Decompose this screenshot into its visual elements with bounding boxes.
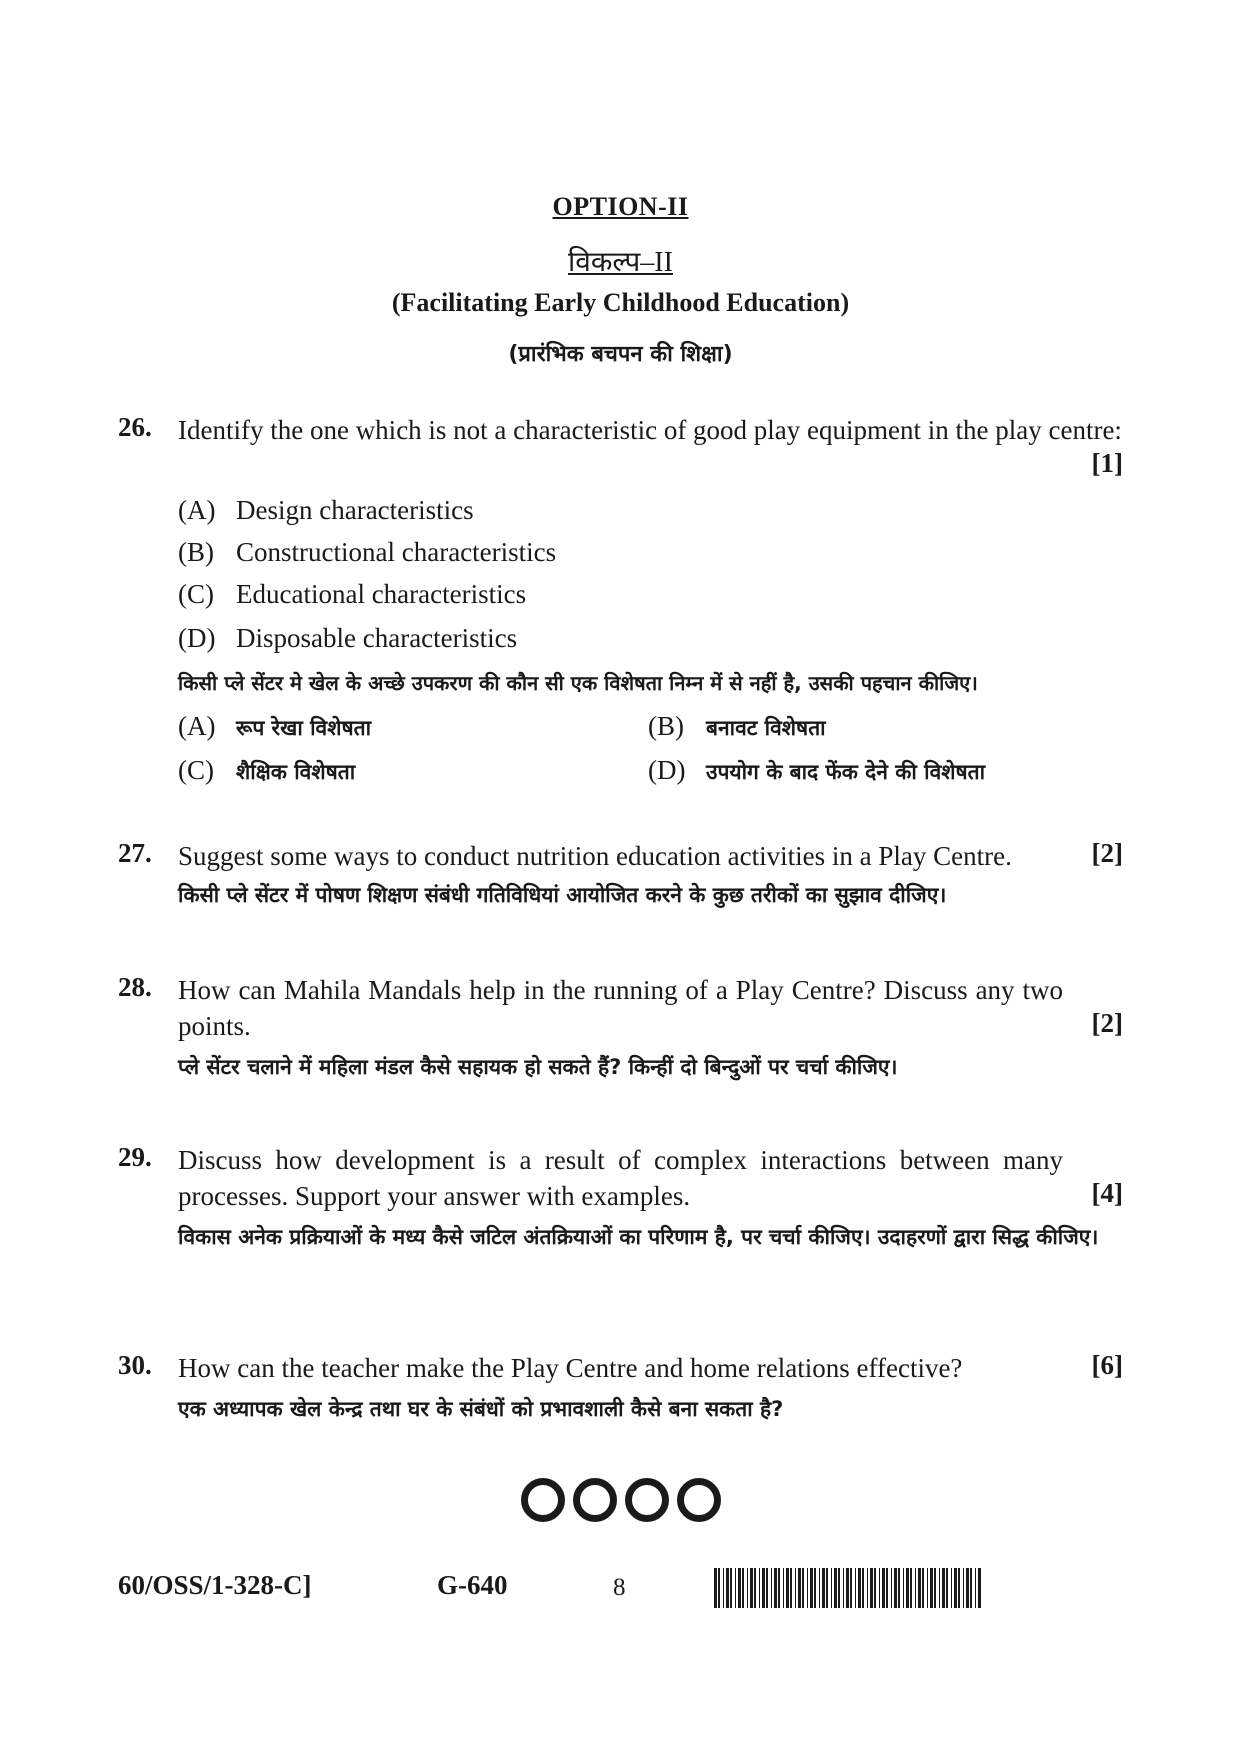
option-b: (B) Constructional characteristics [178,537,557,567]
option-heading: OPTION-II [552,192,689,221]
question-marks: [2] [1091,838,1123,868]
question-text-hindi: एक अध्यापक खेल केन्द्र तथा घर के संबंधों को प्रभावशाली कैसे बना सकता है? [178,1397,784,1421]
subject-title: (Facilitating Early Childhood Education) [391,288,850,317]
option-c-hindi: (C) शैक्षिक विशेषता [178,755,356,785]
subject-title-hindi: (प्रारंभिक बचपन की शिक्षा) [508,342,733,367]
ring-icon [573,1478,617,1522]
question-marks: [6] [1091,1350,1123,1380]
question-marks: [1] [1091,448,1123,478]
question-text: Identify the one which is not a characteristic of good play equipment in the play centre: [178,415,1122,445]
question-text: How can the teacher make the Play Centre and home relations effective? [178,1353,963,1383]
question-number: 29. [118,1142,152,1172]
paper-code: 60/OSS/1-328-C] [118,1570,312,1600]
question-text-hindi: विकास अनेक प्रक्रियाओं के मध्य कैसे जटिल अंतक्रियाओं का परिणाम है, पर चर्चा कीजिए। उदाहरणों द्वारा सिद्ध कीजिए। [178,1225,1099,1249]
question-text-hindi: प्ले सेंटर चलाने में महिला मंडल कैसे सहायक हो सकते हैं? किन्हीं दो बिन्दुओं पर चर्चा कीजिए। [178,1055,898,1079]
question-number: 30. [118,1350,152,1380]
option-heading-hindi: विकल्प–II [568,247,673,278]
ring-icon [521,1478,565,1522]
option-a: (A) Design characteristics [178,495,474,525]
option-c: (C) Educational characteristics [178,579,527,609]
option-d-hindi: (D) उपयोग के बाद फेंक देने की विशेषता [648,755,986,785]
option-b-hindi: (B) बनावट विशेषता [648,711,826,741]
option-a-hindi: (A) रूप रेखा विशेषता [178,711,372,741]
question-number: 27. [118,838,152,868]
page-number: 8 [613,1574,626,1601]
question-text-hindi: किसी प्ले सेंटर में पोषण शिक्षण संबंधी गतिविधियां आयोजित करने के कुछ तरीकों का सुझाव दीजिए। [178,883,947,907]
barcode-icon [714,1568,984,1608]
question-text-hindi: किसी प्ले सेंटर मे खेल के अच्छे उपकरण की कौन सी एक विशेषता निम्न में से नहीं है, उसकी पहचान कीजिए। [178,671,978,695]
option-d: (D) Disposable characteristics [178,623,518,653]
ring-icon [677,1478,721,1522]
paper-series: G-640 [437,1570,508,1600]
question-marks: [4] [1091,1178,1123,1208]
question-text: How can Mahila Mandals help in the running of a Play Centre? Discuss any two points. [178,975,1063,1041]
ring-icon [625,1478,669,1522]
question-number: 28. [118,972,152,1002]
question-number: 26. [118,412,152,442]
question-text: Discuss how development is a result of complex interactions between many processes. Support your answer with examples. [178,1145,1063,1211]
end-of-paper-mark [0,1478,1241,1527]
question-text: Suggest some ways to conduct nutrition education activities in a Play Centre. [178,841,1012,871]
question-marks: [2] [1091,1008,1123,1038]
